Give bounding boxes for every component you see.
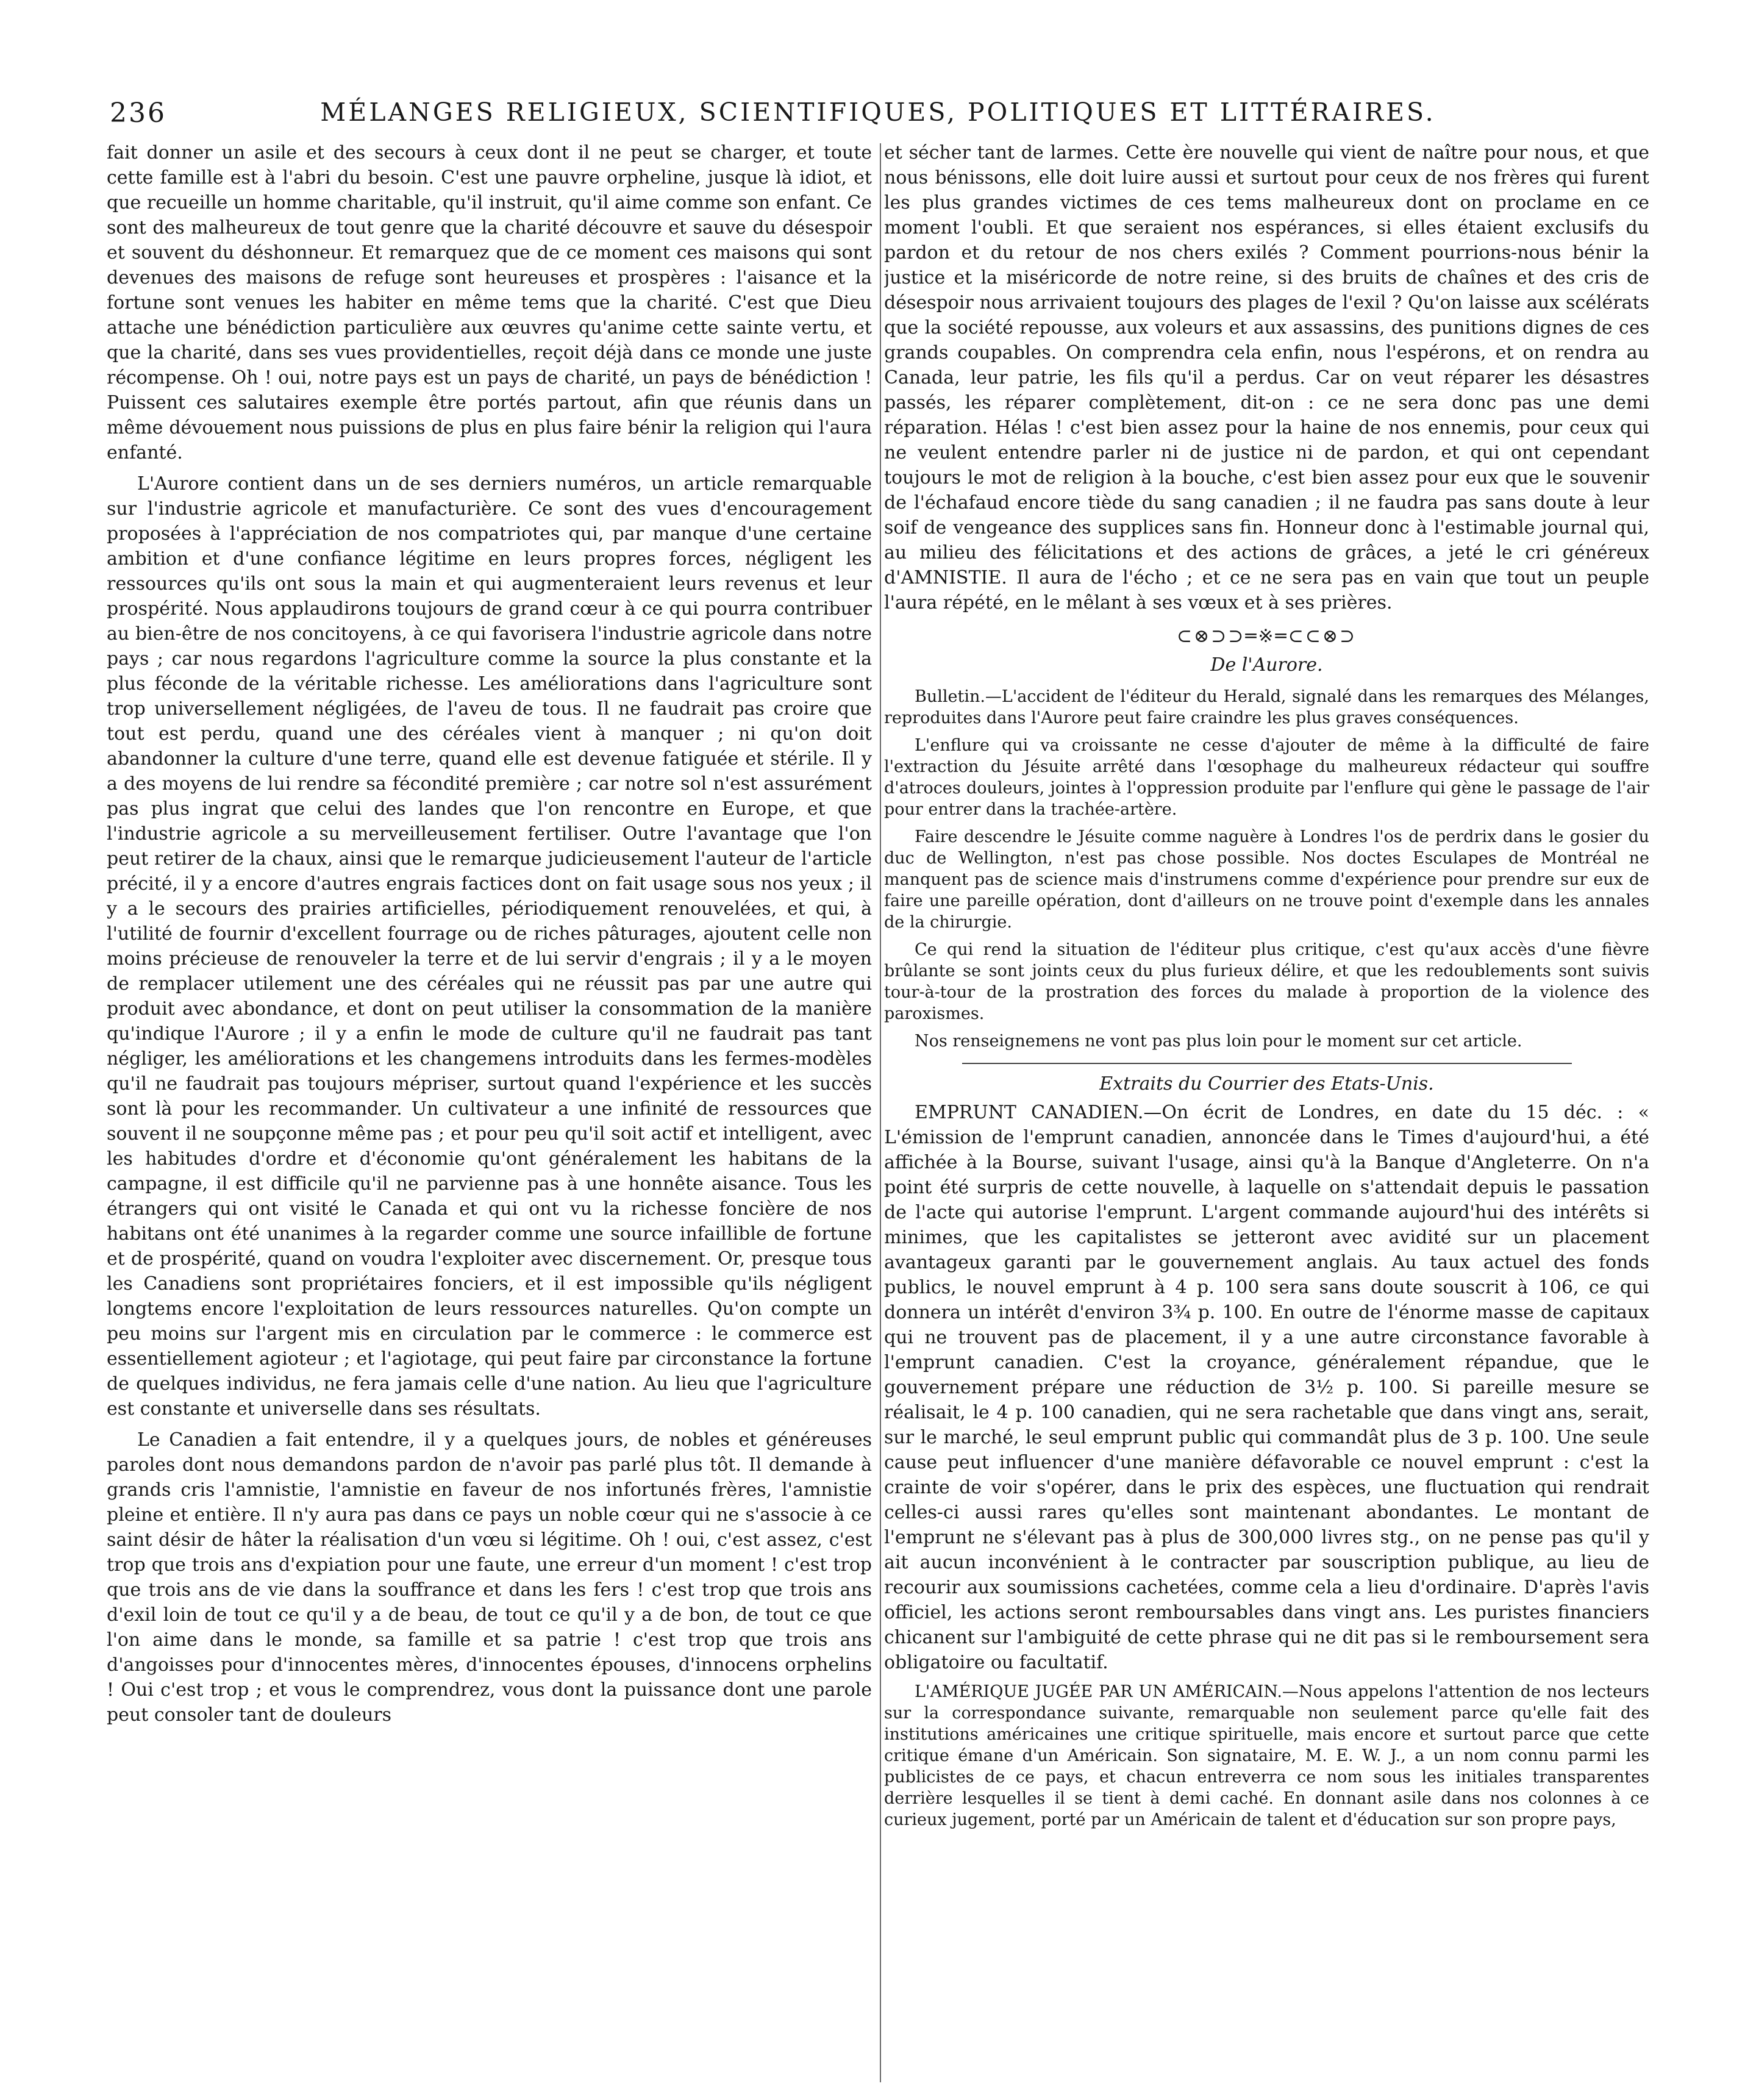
bulletin-paragraph-1: Bulletin.—L'accident de l'éditeur du Herald, signalé dans les remarques des Mélanges, reproduites dans l'Aurore peut faire craindre les plus graves conséquences.: [884, 687, 1649, 727]
amerique-paragraph: L'AMÉRIQUE JUGÉE PAR UN AMÉRICAIN.—Nous appelons l'attention de nos lecteurs sur la correspondance suivante, remarquable non seulement parce qu'elle fait des institutions américaines une critique spirituelle, mais encore et surtout parce que cette critique émane d'un Américain. Son signataire, M. E. W. J., a un nom connu parmi les publicistes de ce pays, et chacun entreverra ce nom sous les initiales transparentes derrière lesquelles il se tient à demi caché. En donnant asile dans nos colonnes à ce curieux jugement, porté par un Américain de talent et d'éducation sur son propre pays,: [884, 1682, 1649, 1829]
left-paragraph-2: L'Aurore contient dans un de ses derniers numéros, un article remarquable sur l'industrie agricole et manufacturière. Ce sont des vues d'encouragement proposées à l'appréciation de nos compatriotes qui, par manque d'une certaine ambition et d'une confiance légitime en leurs propres forces, négligent les ressources qu'ils ont sous la main et qui augmenteraient leurs revenus et leur prospérité. Nous applaudirons toujours de grand cœur à ce qui pourra contribuer au bien-être de nos concitoyens, à ce qui favorisera l'industrie agricole dans notre pays ; car nous regardons l'agriculture comme la source la plus constante et la plus féconde de la véritable richesse. Les améliorations dans l'agriculture sont trop universellement négligées, de l'aveu de tous. Il ne faudrait pas croire que tout est perdu, quand une des céréales vient à manquer ; ni qu'on doit abandonner la culture d'une terre, quand elle est devenue fatiguée et stérile. Il y a des moyens de lui rendre sa fécondité première ; car notre sol n'est assurément pas plus ingrat que celui des landes que l'on rencontre en Europe, et que l'industrie agricole a su merveilleusement fertiliser. Outre l'avantage que l'on peut retirer de la chaux, ainsi que le remarque judicieusement l'auteur de l'article précité, il y a encore d'autres engrais factices dont on fait usage sous nos yeux ; il y a le secours des prairies artificielles, périodiquement renouvelées, et qui, à l'utilité de fournir d'excellent fourrage ou de riches pâturages, ajoutent celle non moins précieuse de renouveler la terre et de lui servir d'engrais ; il y a le moyen de remplacer utilement une des céréales qui ne réussit pas par une autre qui produit avec abondance, et dont on peut utiliser la consommation de la manière qu'indique l'Aurore ; il y a enfin le mode de culture qu'il ne faudrait pas tant négliger, les améliorations et les changemens introduits dans les fermes-modèles qu'il ne faudrait pas toujours mépriser, surtout quand l'expérience et les succès sont là pour les recommander. Un cultivateur a une infinité de ressources que souvent il ne soupçonne même pas ; et pour peu qu'il soit actif et intelligent, avec les habitudes d'ordre et d'économie qu'ont généralement les habitans de la campagne, il est difficile qu'il ne parvienne pas à une honnête aisance. Tous les étrangers qui ont visité le Canada et qui ont vu la richesse foncière de nos habitans ont été unanimes à la regarder comme une source infaillible de fortune et de prospérité, quand on voudra l'exploiter avec discernement. Or, presque tous les Canadiens sont propriétaires fonciers, et il est impossible qu'ils négligent longtems encore l'exploitation de leurs ressources naturelles. Qu'on compte un peu moins sur l'argent mis en circulation par le commerce : le commerce est essentiellement agioteur ; et l'agiotage, qui peut faire par circonstance la fortune de quelques individus, ne fera jamais celle d'une nation. Au lieu que l'agriculture est constante et universelle dans ses résultats.: [107, 473, 872, 1420]
left-paragraph-1: fait donner un asile et des secours à ceux dont il ne peut se charger, et toute cette famille est à l'abri du besoin. C'est une pauvre orpheline, jusque là idiot, et que recueille un homme charitable, qu'il instruit, qu'il aime comme son enfant. Ce sont des malheureux de tout genre que la charité découvre et sauve du désespoir et souvent du déshonneur. Et remarquez que de ce moment ces maisons qui sont devenues des maisons de refuge sont heureuses et prospères : l'aisance et la fortune sont venues les habiter en même tems que la charité. C'est que Dieu attache une bénédiction particulière aux œuvres qu'anime cette sainte vertu, et que la charité, dans ses vues providentielles, reçoit déjà dans ce monde une juste récompense. Oh ! oui, notre pays est un pays de charité, un pays de bénédiction ! Puissent ces salutaires exemple être portés partout, afin que réunis dans un même dévouement nous puissions de plus en plus faire bénir la religion qui l'aura enfanté.: [107, 142, 872, 463]
right-paragraph-1: et sécher tant de larmes. Cette ère nouvelle qui vient de naître pour nous, et que nous bénissons, elle doit luire aussi et surtout pour ceux de nos frères qui furent les plus grandes victimes de ces tems malheureux dont on proclame en ce moment l'oubli. Et que seraient nos espérances, si elles étaient exclusifs du pardon et du retour de nos chers exilés ? Comment pourrions-nous bénir la justice et la miséricorde de notre reine, si des bruits de chaînes et des cris de désespoir nous arrivaient toujours des plages de l'exil ? Qu'on laisse aux scélérats que la société repousse, aux voleurs et aux assassins, des punitions dignes de ces grands coupables. On comprendra cela enfin, nous l'espérons, et on rendra au Canada, leur patrie, les fils qu'il a perdus. Car on veut réparer les désastres passés, les réparer complètement, dit-on : ce ne sera donc pas une demi réparation. Hélas ! c'est bien assez pour la haine de nos ennemis, pour ceux qui ne veulent entendre parler ni de justice ni de pardon, et qui ont cependant toujours le mot de religion à la bouche, c'est bien assez pour eux que le souvenir de l'échafaud encore tiède du sang canadien ; il ne faudra pas sans doute à leur soif de vengeance des supplices sans fin. Honneur donc à l'estimable journal qui, au milieu des félicitations et des actions de grâces, a jeté le cri généreux d'AMNISTIE. Il aura de l'écho ; et ce ne sera pas en vain que tout un peuple l'aura répété, en le mêlant à ses vœux et à ses prières.: [884, 142, 1649, 613]
section-title-aurore: De l'Aurore.: [1210, 654, 1323, 676]
bulletin-paragraph-5: Nos renseignemens ne vont pas plus loin pour le moment sur cet article.: [915, 1032, 1522, 1051]
page-header: [110, 98, 1646, 134]
left-column: [107, 140, 872, 2085]
bulletin-paragraph-3: Faire descendre le Jésuite comme naguère à Londres l'os de perdrix dans le gosier du duc de Wellington, n'est pas chose possible. Nos doctes Esculapes de Montréal ne manquent pas de science mais d'instrumens comme d'expérience pour prendre sur eux de faire une pareille opération, dont d'ailleurs on ne trouve point d'exemple dans les annales de la chirurgie.: [884, 827, 1649, 932]
bulletin-paragraph-4: Ce qui rend la situation de l'éditeur plus critique, c'est qu'aux accès d'une fièvre brûlante se sont joints ceux du plus furieux délire, et que les redoublements sont suivis tour-à-tour de la prostration des forces du malade à proportion de la violence des paroxismes.: [884, 940, 1649, 1023]
right-column: [884, 140, 1649, 2085]
bulletin-paragraph-2: L'enflure qui va croissante ne cesse d'ajouter de même à la difficulté de faire l'extraction du Jésuite arrêté dans l'œsophage du malheureux rédacteur qui souffre d'atroces douleurs, jointes à l'oppression produite par l'enflure qui gène le passage de l'air pour entrer dans la trachée-artère.: [884, 736, 1649, 819]
running-head: MÉLANGES RELIGIEUX, SCIENTIFIQUES, POLITIQUES ET LITTÉRAIRES.: [320, 98, 1436, 127]
column-divider: [880, 143, 881, 2082]
page-number: 236: [110, 98, 166, 129]
emprunt-canadien-paragraph: EMPRUNT CANADIEN.—On écrit de Londres, en date du 15 déc. : « L'émission de l'emprunt canadien, annoncée dans le Times d'aujourd'hui, a été affichée à la Bourse, suivant l'usage, ainsi qu'à la Banque d'Angleterre. On n'a point été surpris de cette nouvelle, à laquelle on s'attendait depuis le passation de l'acte qui autorise l'emprunt. L'argent commande aujourd'hui des intérêts si minimes, que les capitalistes se jetteront avec avidité sur un placement avantageux garanti par le gouvernement anglais. Au taux actuel des fonds publics, le nouvel emprunt à 4 p. 100 sera sans doute souscrit à 106, ce qui donnera un intérêt d'environ 3¾ p. 100. En outre de l'énorme masse de capitaux qui ne trouvent pas de placement, il y a une autre circonstance favorable à l'emprunt canadien. C'est la croyance, généralement répandue, que le gouvernement prépare une réduction de 3½ p. 100. Si pareille mesure se réalisait, le 4 p. 100 canadien, qui ne sera rachetable que dans vingt ans, serait, sur le marché, le seul emprunt public qui commandât plus de 3 p. 100. Une seule cause peut influencer d'une manière défavorable ce nouvel emprunt : c'est la crainte de voir s'opérer, dans le prix des espèces, une fluctuation qui rendrait celles-ci aussi rares qu'elles sont maintenant abondantes. Le montant de l'emprunt ne s'élevant pas à plus de 300,000 livres stg., on ne pense pas qu'il y ait aucun inconvénient à le contracter par souscription publique, au lieu de recourir aux soumissions cachetées, comme cela a lieu d'ordinaire. D'après l'avis officiel, les actions seront remboursables dans vingt ans. Les puristes financiers chicanent sur l'ambiguité de cette phrase qui ne dit pas si le remboursement sera obligatoire ou facultatif.: [884, 1102, 1649, 1673]
section-title-courrier: Extraits du Courrier des Etats-Unis.: [1099, 1073, 1434, 1095]
section-rule: [962, 1063, 1572, 1064]
left-paragraph-3: Le Canadien a fait entendre, il y a quelques jours, de nobles et généreuses paroles dont nous demandons pardon de n'avoir pas parlé plus tôt. Il demande à grands cris l'amnistie, l'amnistie en faveur de nos infortunés frères, l'amnistie pleine et entière. Il n'y aura pas dans ce pays un noble cœur qui ne s'associe à ce saint désir de hâter la réalisation d'un vœu si légitime. Oh ! oui, c'est assez, c'est trop que trois ans d'expiation pour une faute, une erreur d'un moment ! c'est trop que trois ans de vie dans la souffrance et dans les fers ! c'est trop que trois ans d'exil loin de tout ce qu'il y a de beau, de tout ce qu'il y a de bon, de tout ce que l'on aime dans le monde, sa famille et sa patrie ! c'est trop que trois ans d'angoisses pour d'innocentes mères, d'innocentes épouses, d'innocens orphelins ! Oui c'est trop ; et vous le comprendrez, vous dont la puissance dont une parole peut consoler tant de douleurs: [107, 1429, 872, 1726]
ornament-divider: ⊂⊗⊃⊃═※═⊂⊂⊗⊃: [1176, 626, 1357, 647]
